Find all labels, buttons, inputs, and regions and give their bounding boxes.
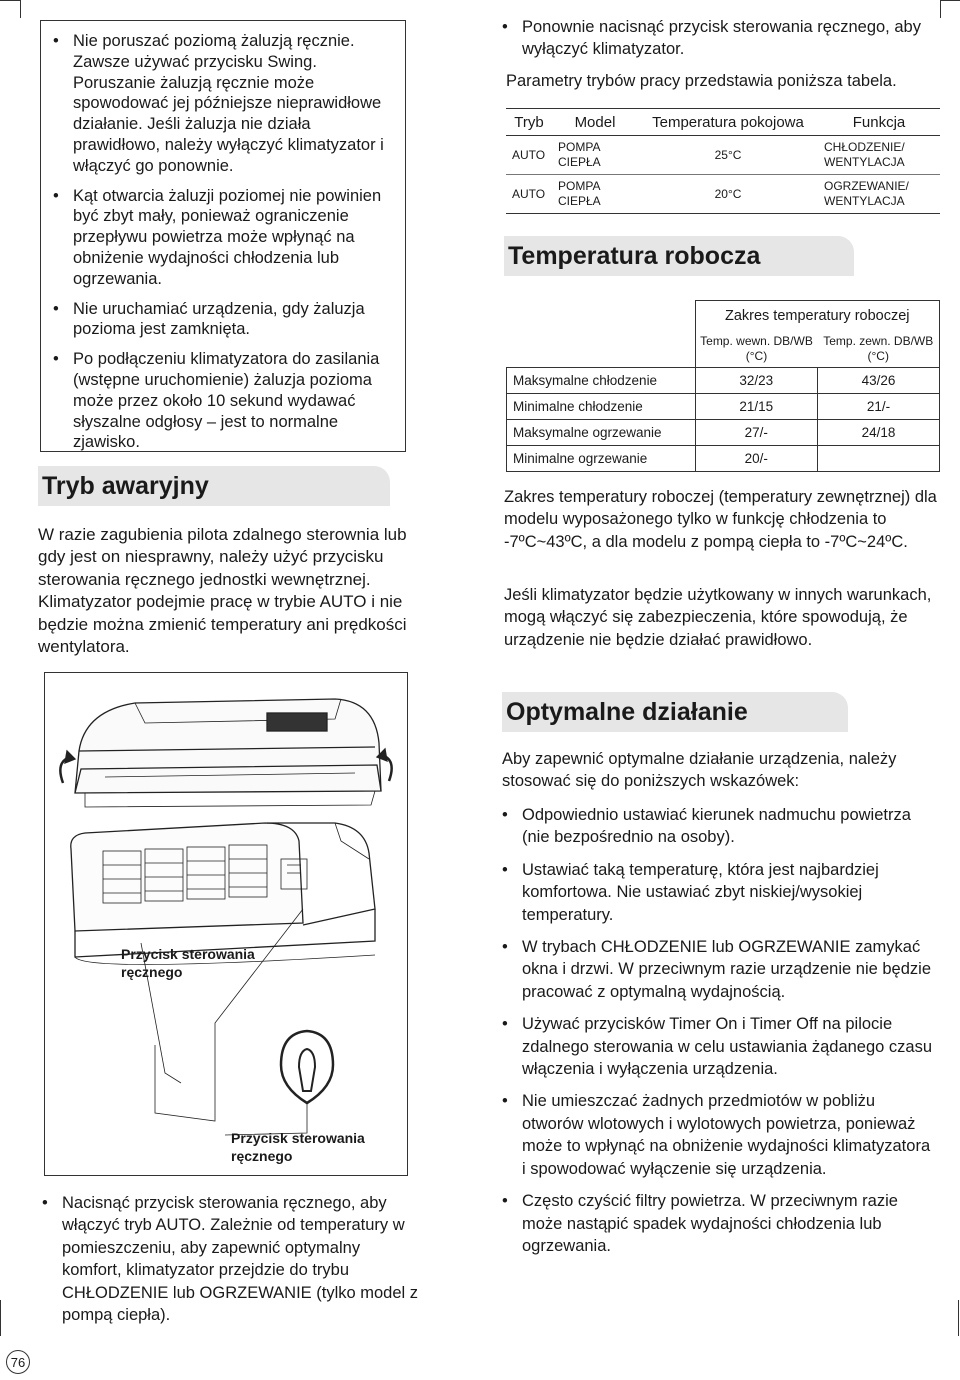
range-note: Zakres temperatury roboczej (temperatury zewnętrznej) dla modelu wyposażonego tylko w funkcję chłodzenia to -7ºC~43ºC, a dla modelu z pompą ciepła to -7ºC~24ºC.: [504, 488, 937, 551]
note-item: • Nie uruchamiać urządzenia, gdy żaluzja pozioma jest zamknięta.: [47, 299, 393, 341]
mode-table-header: Funkcja: [818, 109, 940, 136]
table-cell: AUTO: [506, 175, 552, 214]
crop-mark: [20, 0, 21, 18]
mode-table-header: Temperatura pokojowa: [638, 109, 818, 136]
tip-item: • Nie umieszczać żadnych przedmiotów w pobliżu otworów wlotowych i wylotowych powietrza, ponieważ może to wpłynąć na obniżenie wydajności klimatyzatora i spowodować wyłączenie się urządzenia.: [496, 1090, 936, 1180]
section-heading-operating-temp: Temperatura robocza: [504, 236, 854, 276]
table-cell: Minimalne ogrzewanie: [507, 446, 696, 472]
table-row: [506, 175, 940, 214]
note-item: • Kąt otwarcia żaluzji poziomej nie powinien być zbyt mały, ponieważ ograniczenie przepływu powietrza może wpłynąć na obniżenie wydajności chłodzenia lub ogrzewania.: [47, 186, 393, 290]
table-cell: 21/15: [695, 394, 818, 420]
top-bullet-item: • Ponownie nacisnąć przycisk sterowania ręcznego, aby wyłączyć klimatyzator.: [496, 16, 946, 61]
mode-table-header: Model: [552, 109, 638, 136]
range-table-header: Temp. wewn. DB/WB (°C): [695, 331, 818, 368]
range-table-header: Temp. zewn. DB/WB (°C): [818, 331, 940, 368]
crop-mark: [0, 1300, 1, 1336]
tip-item: • Często czyścić filtry powietrza. W przeciwnym razie może nastąpić spadek wydajności chłodzenia lub ogrzewania.: [496, 1190, 936, 1257]
table-row: [507, 420, 940, 446]
temperature-range-table: [506, 300, 940, 472]
emergency-paragraph: W razie zagubienia pilota zdalnego sterownia lub gdy jest on niesprawny, należy użyć przycisku sterowania ręcznego jednostki wewnętrznej. Klimatyzator podejmie pracę w trybie AUTO i nie będzie można zmienić temperatury ani prędkości wentylatora.: [38, 525, 407, 657]
table-cell: POMPA CIEPŁA: [552, 136, 638, 175]
indoor-unit-figure: [44, 672, 408, 1176]
crop-mark: [958, 1300, 959, 1336]
table-cell: [818, 446, 940, 472]
tip-item: • Używać przycisków Timer On i Timer Off na pilocie zdalnego sterowania w celu ustawiania żądanego czasu włączenia i wyłączenia urządzenia.: [496, 1013, 936, 1080]
crop-mark: [0, 0, 20, 1]
table-cell: OGRZEWANIE/ WENTYLACJA: [818, 175, 940, 214]
note-item: • Po podłączeniu klimatyzatora do zasilania (wstępne uruchomienie) żaluzja pozioma może przez około 10 sekund wydawać słyszalne odgłosy – jest to normalne zjawisko.: [47, 349, 393, 453]
table-cell: 20°C: [638, 175, 818, 214]
table-cell: CHŁODZENIE/ WENTYLACJA: [818, 136, 940, 175]
note-item: • Nie poruszać poziomą żaluzją ręcznie. Zawsze używać przycisku Swing. Poruszanie żaluzją ręcznie może spowodować jej późniejsze nieprawidłowe działanie. Jeśli żaluzja nie działa prawidłowo, należy wyłączyć klimatyzator i włączyć go ponownie.: [47, 31, 393, 177]
figure-label-manual-button: Przycisk sterowania ręcznego: [231, 1130, 365, 1164]
table-cell: 43/26: [818, 368, 940, 394]
notes-box: [40, 20, 406, 452]
optimal-tips-list: [496, 804, 936, 1267]
notes-list: [41, 21, 405, 453]
tip-item: • Ustawiać taką temperaturę, która jest najbardziej komfortowa. Nie ustawiać zbyt niskiej/wysokiej temperatury.: [496, 859, 936, 926]
table-cell: Maksymalne chłodzenie: [507, 368, 696, 394]
table-row: [507, 368, 940, 394]
indoor-unit-illustration: [45, 673, 407, 1175]
step-item: • Nacisnąć przycisk sterowania ręcznego, aby włączyć tryb AUTO. Zależnie od temperatury w pomieszczeniu, aby zapewnić optymalny komfort, klimatyzator przejdzie do trybu CHŁODZENIE lub OGRZEWANIE (tylko model z pompą ciepła).: [36, 1192, 424, 1326]
page-number: 76: [6, 1350, 30, 1374]
section-heading-emergency: Tryb awaryjny: [38, 466, 390, 506]
section-heading-optimal: Optymalne działanie: [502, 692, 848, 732]
table-cell: 20/-: [695, 446, 818, 472]
table-cell: Maksymalne ogrzewanie: [507, 420, 696, 446]
table-row: [507, 394, 940, 420]
mode-table-header: Tryb: [506, 109, 552, 136]
protection-note: Jeśli klimatyzator będzie użytkowany w innych warunkach, mogą włączyć się zabezpieczenia, które spowodują, że urządzenie nie będzie działać prawidłowo.: [504, 586, 932, 649]
tip-item: • Odpowiednio ustawiać kierunek nadmuchu powietrza (nie bezpośrednio na osoby).: [496, 804, 936, 849]
crop-mark: [940, 0, 960, 1]
figure-label-manual-button: Przycisk sterowania ręcznego: [121, 946, 255, 980]
range-table-caption: Zakres temperatury roboczej: [695, 301, 940, 332]
step-list: [36, 1192, 424, 1326]
table-cell: POMPA CIEPŁA: [552, 175, 638, 214]
optimal-intro: Aby zapewnić optymalne działanie urządzenia, należy stosować się do poniższych wskazówek:: [502, 750, 897, 791]
table-cell: 32/23: [695, 368, 818, 394]
table-cell: 24/18: [818, 420, 940, 446]
table-cell: 27/-: [695, 420, 818, 446]
table-cell: 25°C: [638, 136, 818, 175]
table-intro: Parametry trybów pracy przedstawia poniższa tabela.: [506, 72, 897, 90]
tip-item: • W trybach CHŁODZENIE lub OGRZEWANIE zamykać okna i drzwi. W przeciwnym razie urządzenie nie będzie pracować z optymalną wydajnością.: [496, 936, 936, 1003]
table-row: [506, 136, 940, 175]
table-cell: 21/-: [818, 394, 940, 420]
table-cell: Minimalne chłodzenie: [507, 394, 696, 420]
table-row: [507, 446, 940, 472]
table-cell: AUTO: [506, 136, 552, 175]
top-bullet-list: [496, 16, 946, 61]
mode-table: [506, 108, 940, 214]
